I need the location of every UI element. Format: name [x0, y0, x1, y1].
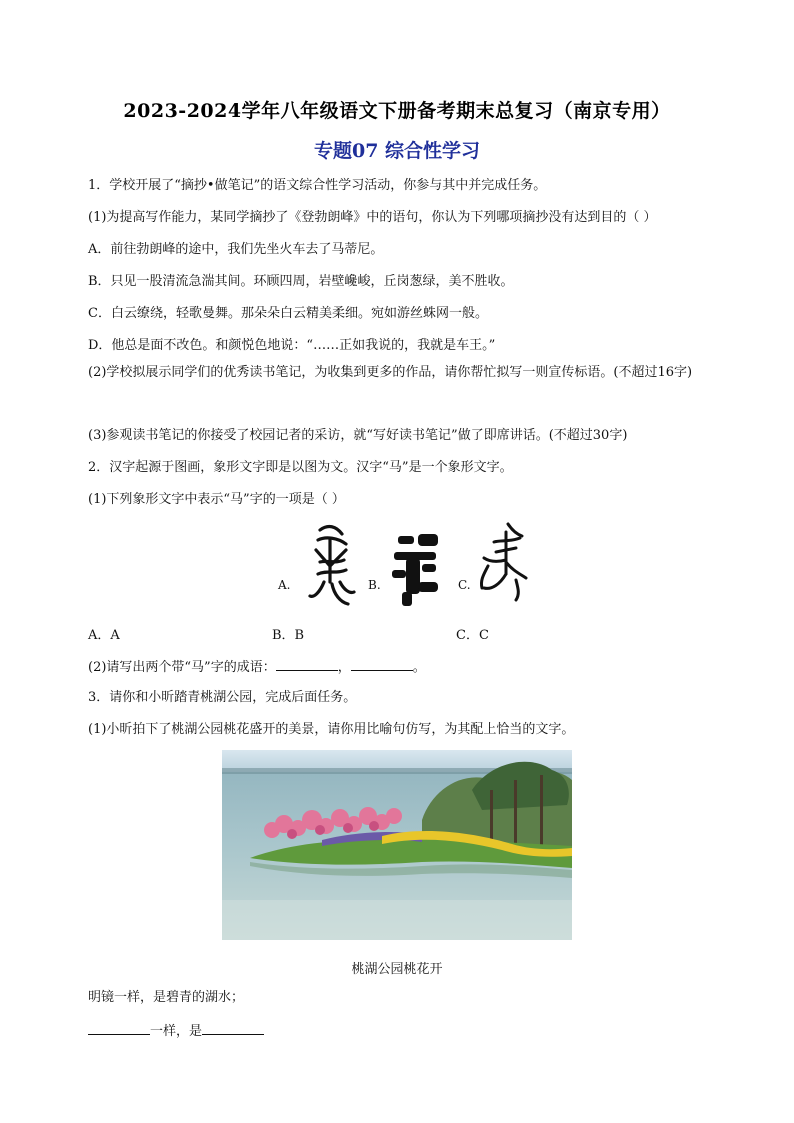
- q1-option-a: A．前往勃朗峰的途中，我们先坐火车去了马蒂尼。: [88, 242, 384, 257]
- q3-example-line: 明镜一样，是碧青的湖水；: [88, 990, 245, 1005]
- lake-scene-image: [222, 750, 572, 940]
- page-subtitle: 专题07 综合性学习: [313, 140, 481, 162]
- q1-part2: (2)学校拟展示同学们的优秀读书笔记，为收集到更多的作品，请你帮忙拟写一则宣传标语。(不超过16字): [88, 365, 693, 380]
- pictograph-b-image: [388, 530, 444, 608]
- q2-part2-prompt: (2)请写出两个带“马”字的成语：: [88, 660, 276, 675]
- q1-option-b: B．只见一股清流急湍其间。环顾四周，岩壁巉峻，丘岗葱绿，美不胜收。: [88, 274, 514, 289]
- q2-option-c: C．C: [456, 628, 489, 643]
- answer-blank-simile-2[interactable]: [202, 1020, 264, 1035]
- q3-part1: (1)小昕拍下了桃湖公园桃花盛开的美景，请你用比喻句仿写，为其配上恰当的文字。: [88, 722, 575, 737]
- answer-blank-idiom-1[interactable]: [276, 656, 338, 671]
- glyph-label-a: A.: [278, 578, 291, 592]
- q1-part1: (1)为提高写作能力，某同学摘抄了《登勃朗峰》中的语句，你认为下列哪项摘抄没有达到目的（ ）: [88, 210, 657, 225]
- q1-stem: 1．学校开展了“摘抄•做笔记”的语文综合性学习活动，你参与其中并完成任务。: [88, 178, 547, 193]
- q3-answer-line: [88, 1020, 708, 1042]
- q2-part1: (1)下列象形文字中表示“马”字的一项是（ ）: [88, 492, 345, 507]
- q2-option-a: A．A: [88, 628, 120, 643]
- glyph-label-b: B.: [368, 578, 381, 592]
- q2-part2: [88, 656, 708, 678]
- q2-option-b: B．B: [272, 628, 305, 643]
- q3-answer-mid: 一样，是: [150, 1024, 203, 1039]
- pictograph-c-image: [476, 518, 530, 604]
- q3-stem: 3．请你和小昕踏青桃湖公园，完成后面任务。: [88, 690, 357, 705]
- q1-option-c: C．白云缭绕，轻歌曼舞。那朵朵白云精美柔细。宛如游丝蛛网一般。: [88, 306, 488, 321]
- answer-blank-idiom-2[interactable]: [351, 656, 413, 671]
- q1-option-d: D．他总是面不改色。和颜悦色地说：“……正如我说的，我就是车王。”: [88, 338, 496, 353]
- q2-stem: 2．汉字起源于图画，象形文字即是以图为文。汉字“马”是一个象形文字。: [88, 460, 513, 475]
- pictograph-options: [270, 516, 530, 612]
- photo-caption: 桃湖公园桃花开: [351, 962, 443, 977]
- q1-part3: (3)参观读书笔记的你接受了校园记者的采访，就“写好读书笔记”做了即席讲话。(不超过30字): [88, 428, 628, 443]
- pictograph-a-image: [306, 520, 358, 610]
- q2-part2-separator: ，: [337, 660, 351, 675]
- peach-blossom-lake-photo: [222, 750, 572, 940]
- page-title: 2023-2024学年八年级语文下册备考期末总复习（南京专用）: [123, 100, 671, 122]
- answer-blank-simile-1[interactable]: [88, 1020, 150, 1035]
- glyph-label-c: C.: [458, 578, 471, 592]
- q2-part2-end: 。: [412, 660, 426, 675]
